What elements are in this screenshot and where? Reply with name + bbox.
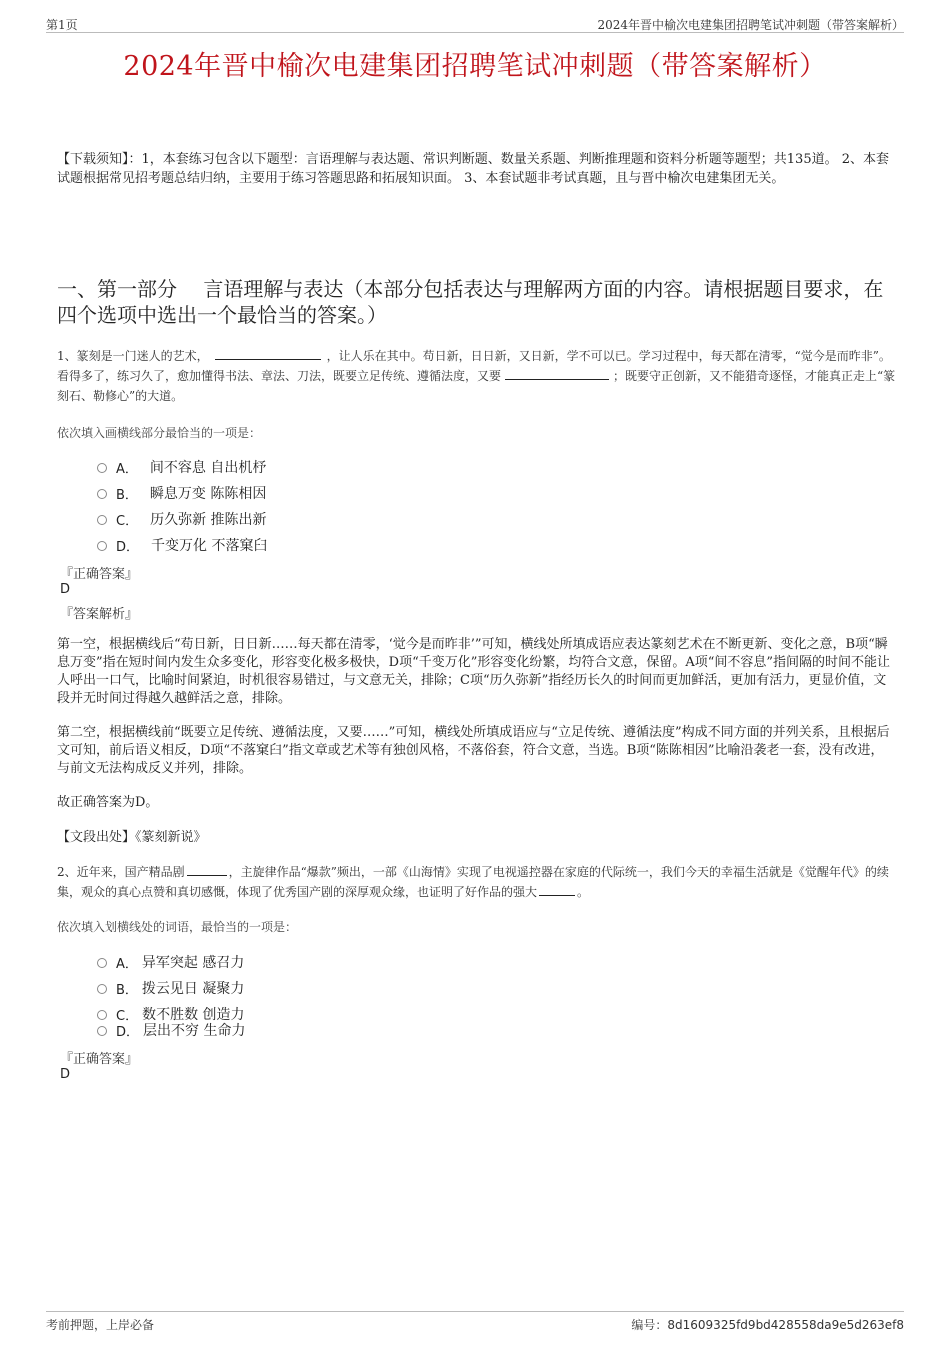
q2-option-c[interactable]: C． 数不胜数 创造力: [97, 1004, 245, 1024]
page-header: [46, 14, 904, 33]
page-number: 第1页: [46, 18, 78, 32]
radio-icon[interactable]: [97, 1026, 107, 1036]
radio-icon[interactable]: [97, 463, 107, 473]
q1-option-c[interactable]: C． 历久弥新 推陈出新: [97, 509, 267, 529]
radio-icon[interactable]: [97, 541, 107, 551]
radio-icon[interactable]: [97, 515, 107, 525]
q2-option-b[interactable]: B． 拨云见日 凝聚力: [97, 978, 244, 998]
q1-analysis-label: 『答案解析』: [60, 607, 139, 622]
q2-option-d[interactable]: D． 层出不穷 生命力: [97, 1020, 245, 1040]
answer-blank: [187, 862, 227, 876]
answer-blank: [539, 882, 575, 896]
page-footer: [46, 1311, 904, 1336]
q1-source: 【文段出处】《篆刻新说》: [57, 830, 207, 845]
download-notice: 【下载须知】：1，本套练习包含以下题型：言语理解与表达题、常识判断题、数量关系题、判断推理题和资料分析题等题型；共135道。 2、本套试题根据常见招考题总结归纳，主要用于练习答题思路和拓展知识面。 3、本套试题非考试真题，且与晋中榆次电建集团无关。: [57, 152, 889, 186]
q2-answer: D: [60, 1067, 71, 1082]
q1-answer: D: [60, 582, 71, 597]
radio-icon[interactable]: [97, 958, 107, 968]
document-title: 2024年晋中榆次电建集团招聘笔试冲刺题（带答案解析）: [123, 51, 827, 82]
document-code: 编号：8d1609325fd9bd428558da9e5d263ef8: [631, 1318, 904, 1332]
q1-answer-label: 『正确答案』: [60, 567, 139, 582]
question-1-stem: 1、篆刻是一门迷人的艺术， ，让人乐在其中。苟日新，日日新，又日新，学不可以已。学习过程中，每天都在清零，“觉今是而昨非”。看得多了，练习久了，愈加懂得书法、章法、刀法，既要立足传统、遵循法度，又要 ；既要守正创新，又不能猎奇逐怪，才能真正走上“篆刻石、勒修心”的大道。: [57, 346, 897, 406]
question-2-hint: 依次填入划横线处的词语，最恰当的一项是：: [57, 920, 298, 934]
q1-option-b[interactable]: B． 瞬息万变 陈陈相因: [97, 483, 266, 503]
q1-analysis-paragraph-1: 第一空，根据横线后“苟日新，日日新……每天都在清零，‘觉今是而昨非’”可知，横线处所填成语应表达篆刻艺术在不断更新、变化之意，B项“瞬息万变”指在短时间内发生众多变化，形容变化极多极快，D项“千变万化”形容变化纷繁，均符合文意，保留。A项“间不容息”指间隔的时间不能让人呼出一口气，比喻时间紧迫，时机很容易错过，与文意无关，排除；C项“历久弥新”指经历长久的时间而更加鲜活，更加有活力，更显价值，文段并无时间过得越久越鲜活之意，排除。: [57, 637, 891, 706]
radio-icon[interactable]: [97, 489, 107, 499]
answer-blank: [215, 346, 321, 360]
radio-icon[interactable]: [97, 1010, 107, 1020]
q2-answer-label: 『正确答案』: [60, 1052, 139, 1067]
section-heading: 一、第一部分 言语理解与表达（本部分包括表达与理解两方面的内容。请根据题目要求，在四个选项中选出一个最恰当的答案。）: [57, 277, 884, 327]
header-doc-title: 2024年晋中榆次电建集团招聘笔试冲刺题（带答案解析）: [597, 18, 904, 32]
footer-slogan: 考前押题，上岸必备: [46, 1318, 155, 1332]
q1-option-d[interactable]: D． 千变万化 不落窠臼: [97, 535, 267, 555]
q1-conclusion: 故正确答案为D。: [57, 795, 159, 810]
q1-option-a[interactable]: A． 间不容息 自出机杼: [97, 457, 266, 477]
radio-icon[interactable]: [97, 984, 107, 994]
question-1-hint: 依次填入画横线部分最恰当的一项是：: [57, 426, 262, 440]
q2-option-a[interactable]: A． 异军突起 感召力: [97, 952, 244, 972]
answer-blank: [505, 366, 609, 380]
q1-analysis-paragraph-2: 第二空，根据横线前“既要立足传统、遵循法度，又要……”可知，横线处所填成语应与“立足传统、遵循法度”构成不同方面的并列关系，且根据后文可知，前后语义相反，D项“不落窠臼”指文章或艺术等有独创风格，不落俗套，符合文意，当选。B项“陈陈相因”比喻沿袭老一套，没有改进，与前文无法构成反义并列，排除。: [57, 725, 890, 776]
question-2-stem: 2、近年来，国产精品剧 ，主旋律作品“爆款”频出，一部《山海情》实现了电视遥控器在家庭的代际统一，我们今天的幸福生活就是《觉醒年代》的续集，观众的真心点赞和真切感慨，体现了优秀国产剧的深厚观众缘，也证明了好作品的强大 。: [57, 862, 897, 902]
